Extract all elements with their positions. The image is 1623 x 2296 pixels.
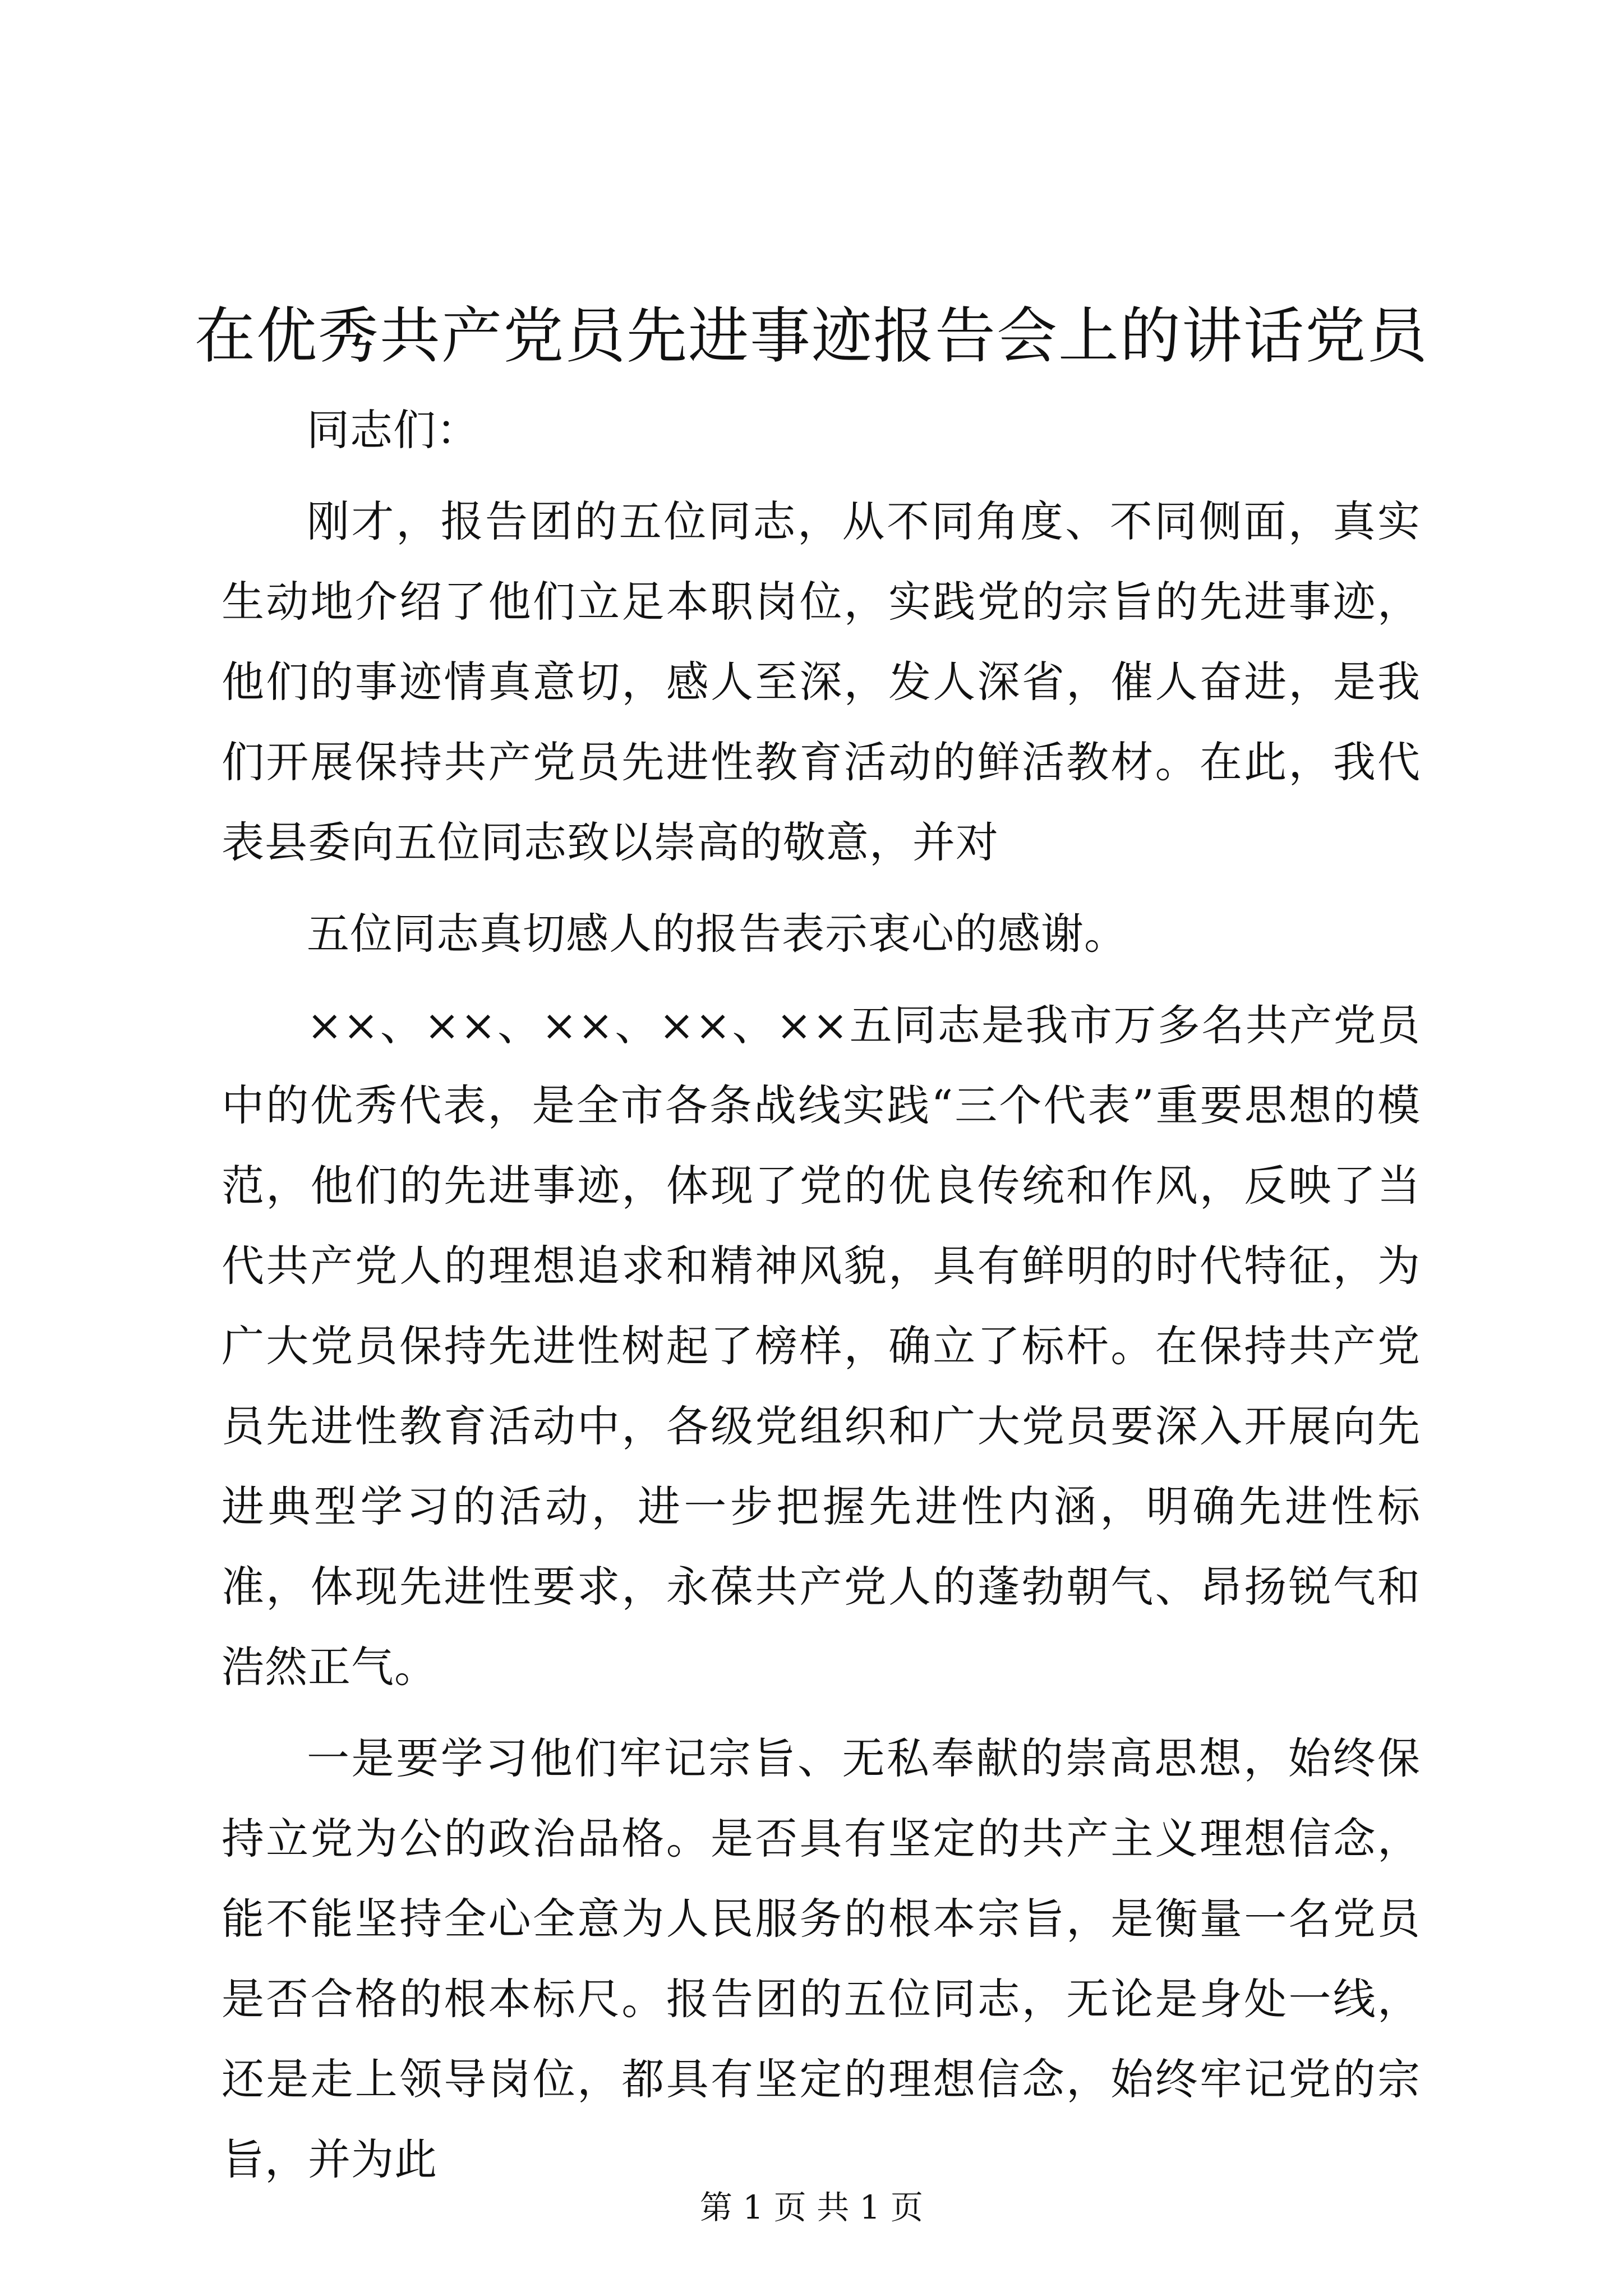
paragraph-introduction: 刚才，报告团的五位同志，从不同角度、不同侧面，真实生动地介绍了他们立足本职岗位，实践党的宗旨的先进事迹，他们的事迹情真意切，感人至深，发人深省，催人奋进，是我们开展保持共产党员先进性教育活动的鲜活教材。在此，我代表县委向五位同志致以崇高的敬意，并对	[222, 496, 1421, 867]
paragraph-representatives: ××、××、××、××、××五同志是我市万多名共产党员中的优秀代表，是全市各条战线实践“三个代表”重要思想的模范，他们的先进事迹，体现了党的优良传统和作风，反映了当代共产党人的理想追求和精神风貌，具有鲜明的时代特征，为广大党员保持先进性树起了榜样，确立了标杆。在保持共产党员先进性教育活动中，各级党组织和广大党员要深入开展向先进典型学习的活动，进一步把握先进性内涵，明确先进性标准，体现先进性要求，永葆共产党人的蓬勃朝气、昂扬锐气和浩然正气。	[222, 1000, 1421, 1692]
document-body	[222, 390, 1421, 2200]
paragraph-thanks: 五位同志真切感人的报告表示衷心的感谢。	[307, 909, 1127, 959]
paragraph-point-one: 一是要学习他们牢记宗旨、无私奉献的崇高思想，始终保持立党为公的政治品格。是否具有坚定的共产主义理想信念，能不能坚持全心全意为人民服务的根本宗旨，是衡量一名党员是否合格的根本标尺。报告团的五位同志，无论是身处一线，还是走上领导岗位，都具有坚定的理想信念，始终牢记党的宗旨，并为此	[222, 1733, 1421, 2184]
page-number-footer: 第 1 页 共 1 页	[700, 2188, 923, 2226]
document-title: 在优秀共产党员先进事迹报告会上的讲话党员	[194, 301, 1428, 371]
paragraph-salutation: 同志们：	[307, 405, 479, 455]
